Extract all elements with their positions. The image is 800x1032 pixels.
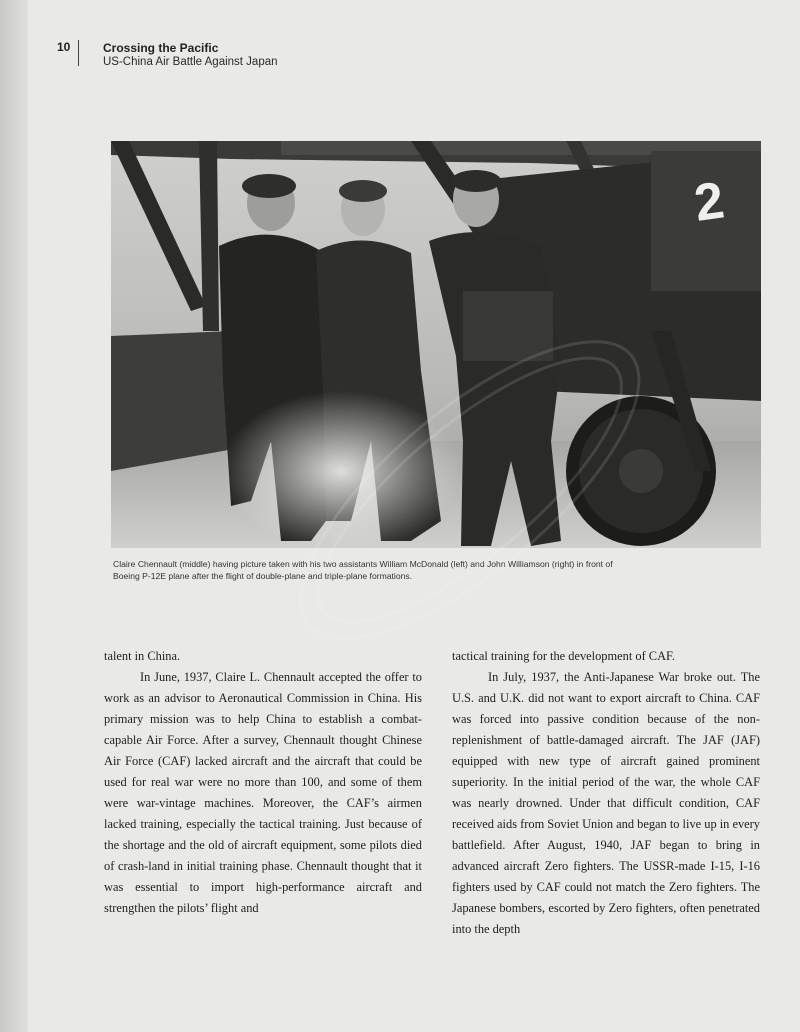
running-subtitle: US-China Air Battle Against Japan bbox=[103, 56, 278, 68]
historical-photo bbox=[111, 141, 761, 548]
photo-caption bbox=[113, 558, 763, 582]
photo-illustration bbox=[111, 141, 761, 548]
paragraph: In July, 1937, the Anti-Japanese War broke out. The U.S. and U.K. did not want to export aircraft to China. CAF was forced into passive condition because of the non-replenishment of battle-damaged aircraft. The JAF (JAF) equipped with new type of aircraft gained prominent superiority. In the initial period of the war, the whole CAF was nearly drowned. Under that difficult condition, CAF received aids from Soviet Union and began to live up in every battlefield. After August, 1940, JAF began to bring in advanced aircraft Zero fighters. The USSR-made I-15, I-16 fighters used by CAF could not match the Zero fighters. The Japanese bombers, escorted by Zero fighters, often penetrated into the depth bbox=[452, 670, 760, 936]
caption-line: Boeing P-12E plane after the flight of double-plane and triple-plane formations. bbox=[113, 571, 413, 581]
text-column-left bbox=[104, 646, 422, 919]
header-divider bbox=[78, 40, 79, 66]
text-column-right bbox=[452, 646, 760, 940]
running-title: Crossing the Pacific bbox=[103, 41, 219, 55]
paragraph: talent in China. bbox=[104, 649, 181, 663]
page-number: 10 bbox=[57, 40, 71, 54]
page-gutter bbox=[0, 0, 30, 1032]
paragraph: tactical training for the development of CAF. bbox=[452, 649, 676, 663]
caption-line: Claire Chennault (middle) having picture taken with his two assistants William McDonald (left) and John Williamson (right) in front of bbox=[113, 559, 613, 569]
aircraft-number: 2 bbox=[690, 171, 728, 233]
paragraph: In June, 1937, Claire L. Chennault accepted the offer to work as an advisor to Aeronautical Commission in China. His primary mission was to help China to establish a combat-capable Air Force. After a survey, Chennault thought Chinese Air Force (CAF) lacked aircraft and the aircraft that could be used for real war were no more than 100, and some of them were war-vintage machines. Moreover, the CAF’s airmen lacked training, especially the tactical training. Just because of the shortage and the old of aircraft equipment, some pilots died of crash-land in initial training phase. Chennault thought that it was essential to import high-performance aircraft and strengthen the pilots’ flight and bbox=[104, 670, 422, 915]
